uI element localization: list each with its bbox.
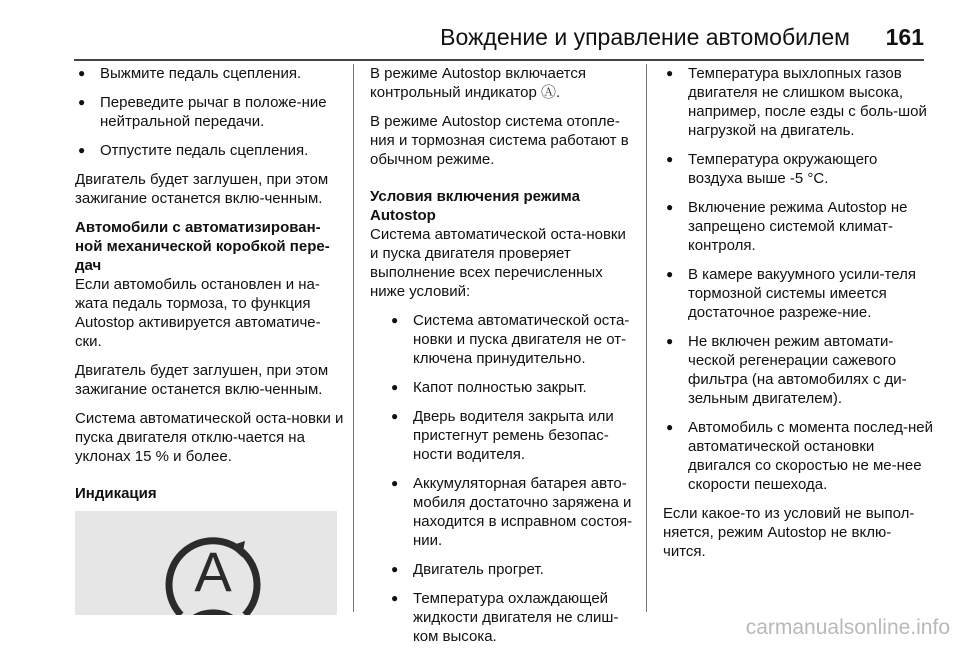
column-2 [370, 64, 638, 656]
paragraph: В режиме Autostop включается контрольный индикатор Ⓐ. [370, 65, 586, 101]
section-heading-indication: Индикация [75, 485, 157, 502]
paragraph: В режиме Autostop система отопле-ния и тормозная система работают в обычном режиме. [370, 113, 629, 168]
paragraph: Если какое-то из условий не выпол-няется, режим Autostop не вклю-чится. [663, 505, 915, 560]
list-item: ● Отпустите педаль сцепления. [75, 141, 347, 160]
list-item: ● Включение режима Autostop не запрещено системой климат-контроля. [663, 198, 933, 255]
list-item: ● Система автоматической оста-новки и пуска двигателя не от-ключена принудительно. [388, 311, 638, 368]
paragraph: Система автоматической оста-новки и пуска двигателя проверяет выполнение всех перечисленных ниже условий: [370, 226, 626, 300]
paragraph: Если автомобиль остановлен и на-жата педаль тормоза, то функция Autostop активируется автоматиче-ски. [75, 276, 321, 350]
page-header [0, 0, 960, 62]
list-item: ● Автомобиль с момента послед-ней автоматической остановки двигался со скоростью не ме-нее скорости пешехода. [663, 418, 933, 494]
list-item: ● Не включен режим автомати-ческой регенерации сажевого фильтра (на автомобилях с ди-зельным двигателем). [663, 332, 933, 408]
paragraph: Двигатель будет заглушен, при этом зажигание останется вклю-ченным. [75, 362, 329, 398]
indicator-letter: A [194, 540, 232, 603]
column-divider-2 [646, 64, 647, 612]
list-item: ● Температура выхлопных газов двигателя не слишком высока, например, после езды с боль-шой нагрузкой на двигатель. [663, 64, 933, 140]
paragraph: Двигатель будет заглушен, при этом зажигание останется вклю-ченным. [75, 171, 329, 207]
list-item: ● Температура охлаждающей жидкости двигателя не слиш-ком высока. [388, 589, 638, 646]
list-item: ● Переведите рычаг в положе-ние нейтральной передачи. [75, 93, 347, 131]
page-number: 161 [885, 24, 924, 50]
autostop-indicator-image [75, 511, 337, 615]
bullet-list-conditions [370, 311, 638, 646]
bullet-list-conditions-continued [663, 64, 933, 494]
autostop-indicator-icon [75, 511, 337, 615]
list-item: ● Двигатель прогрет. [388, 560, 638, 579]
chapter-title: Вождение и управление автомобилем [440, 24, 850, 50]
list-item: ● Температура окружающего воздуха выше -5 °C. [663, 150, 933, 188]
list-item: ● Выжмите педаль сцепления. [75, 64, 347, 83]
bullet-list-clutch-steps [75, 64, 347, 160]
section-heading-conditions: Условия включения режима Autostop [370, 188, 580, 224]
column-3 [663, 64, 933, 571]
column-divider-1 [353, 64, 354, 612]
column-1 [75, 64, 347, 615]
list-item: ● Аккумуляторная батарея авто-мобиля достаточно заряжена и находится в исправном состоя-нии. [388, 474, 638, 550]
list-item: ● Капот полностью закрыт. [388, 378, 638, 397]
paragraph: Система автоматической оста-новки и пуска двигателя отклю-чается на уклонах 15 % и более. [75, 410, 344, 465]
watermark: carmanualsonline.info [745, 616, 950, 639]
list-item: ● В камере вакуумного усили-теля тормозной системы имеется достаточное разреже-ние. [663, 265, 933, 322]
header-divider [74, 59, 924, 61]
section-heading-automated-gearbox: Автомобили с автоматизирован-ной механической коробкой пере-дач [75, 219, 330, 274]
list-item: ● Дверь водителя закрыта или пристегнут ремень безопас-ности водителя. [388, 407, 638, 464]
